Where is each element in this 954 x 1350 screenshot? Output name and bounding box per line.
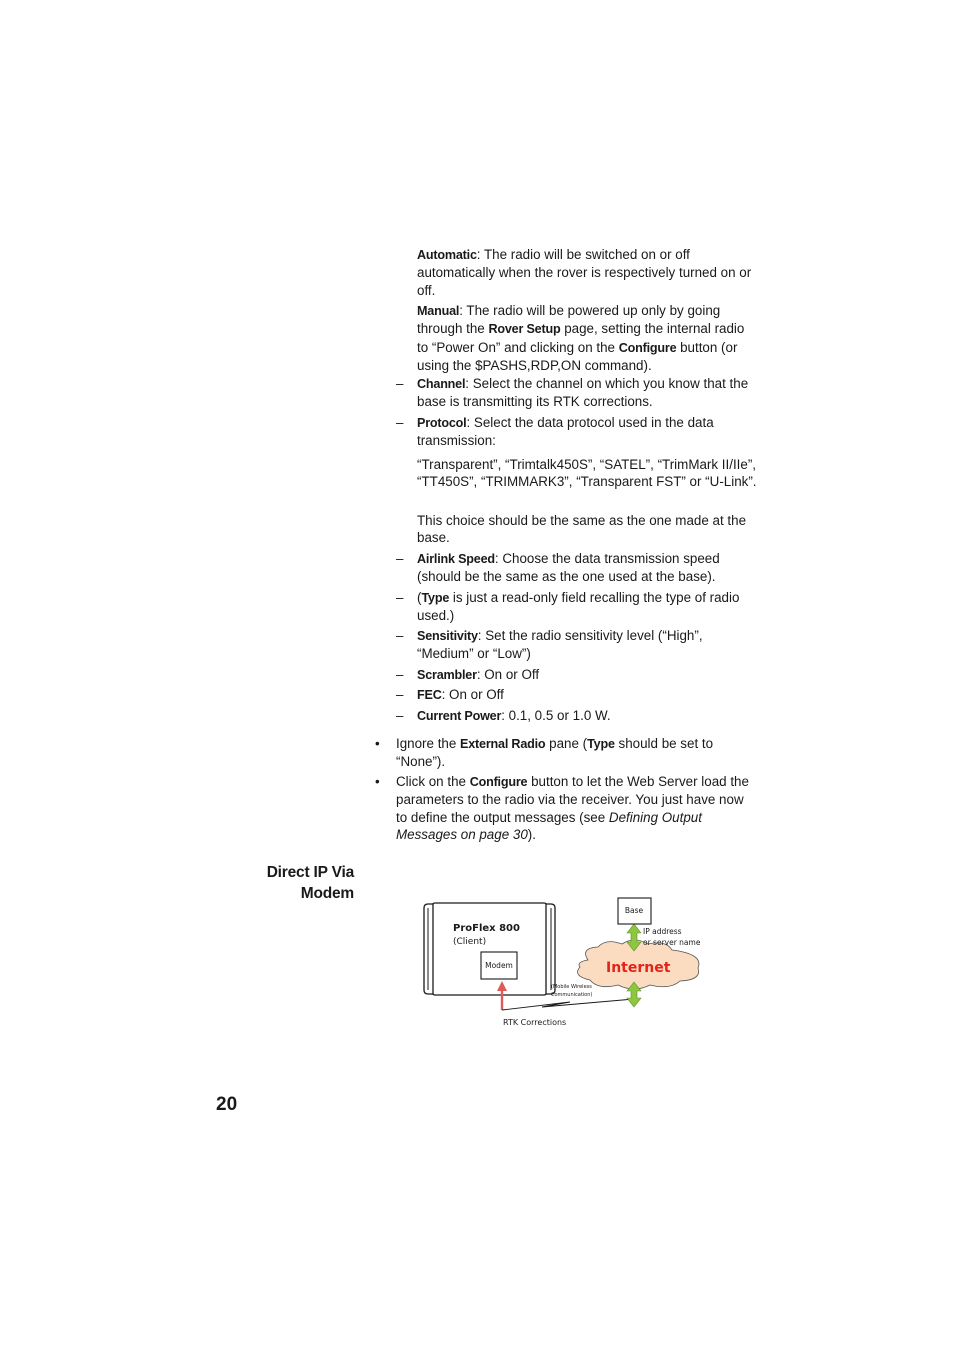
sensitivity-text: : Set the radio sensitivity level (“High”, “Medium” or “Low”) xyxy=(417,628,703,662)
fec-term: FEC xyxy=(417,688,442,702)
ip-label: or server name xyxy=(643,938,701,947)
protocol-text: : Select the data protocol used in the data transmission: xyxy=(417,415,714,449)
sensitivity-term: Sensitivity xyxy=(417,629,478,643)
click-text: button to let the Web Server load the parameters to the radio via the receiver. You just have now to define the output messages (see xyxy=(396,774,749,825)
type-item xyxy=(417,589,758,625)
scrambler-term: Scrambler xyxy=(417,668,477,682)
airlink-term: Airlink Speed xyxy=(417,552,495,566)
wireless-link-line xyxy=(502,999,634,1010)
dash-marker: – xyxy=(396,687,404,702)
dash-marker: – xyxy=(396,708,404,723)
scrambler-text: : On or Off xyxy=(476,667,540,682)
scrambler-item xyxy=(417,666,758,684)
airlink-text: : Choose the data transmission speed (should be the same as the one used at the base). xyxy=(417,551,720,585)
modem-label: Modem xyxy=(485,961,513,970)
internet-label: Internet xyxy=(606,960,671,976)
device-subtitle: (Client) xyxy=(453,937,487,947)
channel-term: Channel xyxy=(417,377,466,391)
power-item xyxy=(417,707,758,725)
fec-text: : On or Off xyxy=(441,687,504,702)
click-text: Click on the xyxy=(396,774,470,789)
protocol-item xyxy=(417,414,758,450)
ignore-bullet xyxy=(396,735,758,771)
type-paren: ( xyxy=(417,590,422,605)
ignore-text: pane ( xyxy=(545,736,588,751)
section-heading-line: Modem xyxy=(300,885,354,902)
protocol-list: “Transparent”, “Trimtalk450S”, “SATEL”, “TrimMark II/IIe”, “TT450S”, “TRIMMARK3”, “Transparent FST” or “U-Link”. xyxy=(417,457,757,490)
sensitivity-item xyxy=(417,627,758,663)
ip-label: IP address xyxy=(643,927,682,936)
type-term: Type xyxy=(587,737,615,751)
mobile-label: Communication) xyxy=(551,992,593,998)
ignore-text: should be set to “None”). xyxy=(396,736,714,770)
automatic-term: Automatic xyxy=(417,248,477,262)
protocol-term: Protocol xyxy=(417,416,467,430)
power-text: : 0.1, 0.5 or 1.0 W. xyxy=(501,708,611,723)
proflex-device xyxy=(424,903,555,995)
protocol-note: This choice should be the same as the one made at the base. xyxy=(417,513,747,546)
section-heading-line: Direct IP Via xyxy=(266,864,354,881)
page-number: 20 xyxy=(216,1094,238,1115)
ignore-text: Ignore the xyxy=(396,736,461,751)
internet-cloud xyxy=(578,940,699,989)
mobile-label: (Mobile Wireless xyxy=(551,984,592,990)
airlink-item xyxy=(417,550,758,586)
base-label: Base xyxy=(624,906,644,915)
type-text: is just a read-only field recalling the type of radio used.) xyxy=(417,590,740,624)
direct-ip-diagram xyxy=(420,890,720,1035)
channel-text: : Select the channel on which you know that the base is transmitting its RTK corrections. xyxy=(417,376,749,410)
configure-term: Configure xyxy=(618,340,677,355)
rover-setup-term: Rover Setup xyxy=(488,322,561,337)
external-radio-term: External Radio xyxy=(460,737,546,751)
dash-marker: – xyxy=(396,376,404,391)
dash-marker: – xyxy=(396,667,404,682)
manual-paragraph xyxy=(417,302,758,375)
rtk-label: RTK Corrections xyxy=(503,1018,567,1027)
dash-marker: – xyxy=(396,551,404,566)
dash-marker: – xyxy=(396,415,404,430)
bullet-marker: • xyxy=(375,736,380,751)
automatic-text: : The radio will be switched on or off automatically when the rover is respectively turned on or off. xyxy=(417,247,752,298)
channel-item xyxy=(417,375,758,411)
section-heading xyxy=(230,862,354,904)
click-bullet xyxy=(396,773,758,844)
dash-marker: – xyxy=(396,628,404,643)
fec-item xyxy=(417,686,758,704)
dash-marker: – xyxy=(396,590,404,605)
click-text: ). xyxy=(527,827,536,843)
manual-text: : The radio will be powered up only by going through the xyxy=(417,303,721,337)
device-title: ProFlex 800 xyxy=(453,923,520,934)
manual-term: Manual xyxy=(417,304,460,318)
manual-text: button (or using the $PASHS,RDP,ON command). xyxy=(417,339,738,374)
type-term: Type xyxy=(421,591,450,605)
automatic-paragraph xyxy=(417,246,758,299)
configure-term: Configure xyxy=(469,775,528,789)
cross-reference-link[interactable]: Defining Output Messages on page 30 xyxy=(396,809,702,843)
bullet-marker: • xyxy=(375,774,380,789)
power-term: Current Power xyxy=(417,709,502,723)
manual-text: page, setting the internal radio to “Power On” and clicking on the xyxy=(417,321,745,355)
